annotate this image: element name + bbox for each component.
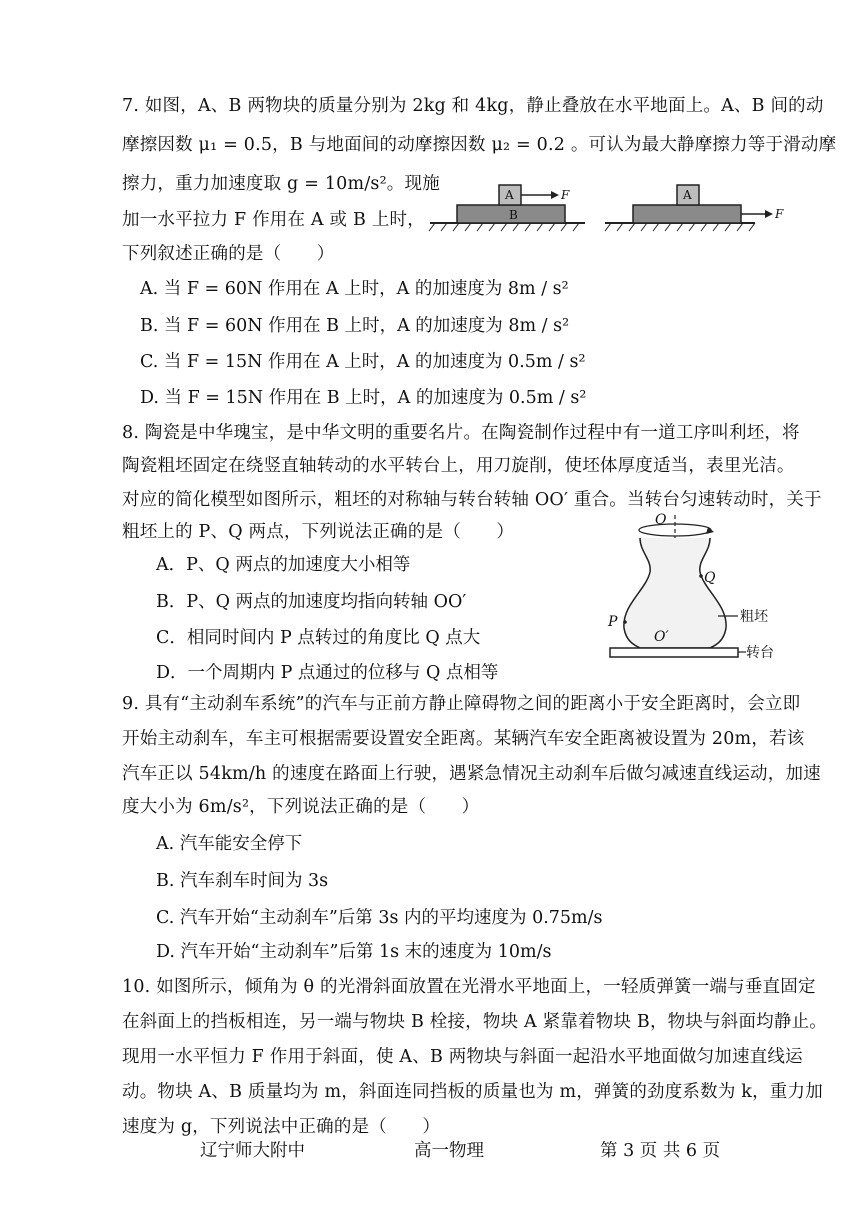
q7-line-4: 加一水平拉力 F 作用在 A 或 B 上时， <box>122 210 425 230</box>
q7-line-3: 擦力，重力加速度取 g = 10m/s²。现施 <box>122 174 440 194</box>
q8-label-q: Q <box>704 570 716 586</box>
footer-page-number: 第 3 页 共 6 页 <box>600 1141 721 1161</box>
q8-line-3: 对应的简化模型如图所示，粗坯的对称轴与转台转轴 OO′ 重合。当转台匀速转动时，关于 <box>122 490 822 510</box>
q9-option-b: B. 汽车刹车时间为 3s <box>156 871 329 891</box>
q7-label-a-right: A <box>683 188 692 202</box>
q8-line-4: 粗坯上的 P、Q 两点，下列说法正确的是（ ） <box>122 522 515 542</box>
q8-option-c: C．相同时间内 P 点转过的角度比 Q 点大 <box>156 628 481 648</box>
footer-school: 辽宁师大附中 <box>200 1141 305 1161</box>
q9-option-c: C. 汽车开始“主动刹车”后第 3s 内的平均速度为 0.75m/s <box>156 908 603 928</box>
q7-option-c: C. 当 F = 15N 作用在 A 上时，A 的加速度为 0.5m / s² <box>140 352 586 372</box>
q10-line-4: 动。物块 A、B 质量均为 m，斜面连同挡板的质量也为 m，弹簧的劲度系数为 k，重力加 <box>122 1082 823 1102</box>
q8-label-o-bottom: O′ <box>654 629 669 645</box>
q7-label-a-left: A <box>505 188 514 202</box>
q7-label-b-left: B <box>509 208 518 222</box>
q8-figure <box>600 510 800 665</box>
q8-label-turntable: 转台 <box>746 645 774 661</box>
q9-line-4: 度大小为 6m/s²，下列说法正确的是（ ） <box>122 797 480 817</box>
q8-line-2: 陶瓷粗坯固定在绕竖直轴转动的水平转台上，用刀旋削，使坯体厚度适当，表里光洁。 <box>122 456 795 476</box>
q10-line-3: 现用一水平恒力 F 作用于斜面，使 A、B 两物块与斜面一起沿水平地面做匀加速直线运 <box>122 1047 803 1067</box>
q7-option-a: A. 当 F = 60N 作用在 A 上时，A 的加速度为 8m / s² <box>140 279 569 299</box>
q8-option-b: B．P、Q 两点的加速度均指向转轴 OO′ <box>156 592 467 612</box>
q8-option-a: A．P、Q 两点的加速度大小相等 <box>156 555 411 575</box>
q10-line-1: 10. 如图所示，倾角为 θ 的光滑斜面放置在光滑水平地面上，一轻质弹簧一端与垂直固定 <box>122 977 816 997</box>
q7-label-f-left: F <box>561 188 570 202</box>
q8-option-d: D．一个周期内 P 点通过的位移与 Q 点相等 <box>156 663 499 683</box>
q7-figure-right <box>605 185 784 231</box>
q7-option-d: D. 当 F = 15N 作用在 B 上时，A 的加速度为 0.5m / s² <box>140 388 587 408</box>
q9-line-1: 9. 具有“主动刹车系统”的汽车与正前方静止障碍物之间的距离小于安全距离时，会立即 <box>122 694 801 714</box>
q7-line-2: 摩擦因数 μ₁ = 0.5，B 与地面间的动摩擦因数 μ₂ = 0.2 。可认为最大静摩擦力等于滑动摩 <box>122 135 837 155</box>
q7-label-f-right: F <box>775 207 784 221</box>
q9-option-a: A. 汽车能安全停下 <box>156 834 303 854</box>
q9-line-2: 开始主动刹车，车主可根据需要设置安全距离。某辆汽车安全距离被设置为 20m，若该 <box>122 729 805 749</box>
q10-line-5: 速度为 g，下列说法中正确的是（ ） <box>122 1117 441 1137</box>
q7-option-b: B. 当 F = 60N 作用在 B 上时，A 的加速度为 8m / s² <box>140 316 570 336</box>
q8-line-1: 8. 陶瓷是中华瑰宝，是中华文明的重要名片。在陶瓷制作过程中有一道工序叫利坯，将 <box>122 423 800 443</box>
q7-figure-left <box>429 185 585 231</box>
q8-label-p: P <box>608 614 618 630</box>
q9-option-d: D. 汽车开始“主动刹车”后第 1s 末的速度为 10m/s <box>156 942 552 962</box>
q9-line-3: 汽车正以 54km/h 的速度在路面上行驶，遇紧急情况主动刹车后做匀减速直线运动，加速 <box>122 764 821 784</box>
q10-line-2: 在斜面上的挡板相连，另一端与物块 B 栓接，物块 A 紧靠着物块 B，物块与斜面均静止。 <box>122 1012 827 1032</box>
q7-line-1: 7. 如图，A、B 两物块的质量分别为 2kg 和 4kg，静止叠放在水平地面上。A、B 间的动 <box>122 96 824 116</box>
q8-label-blank: 粗坯 <box>740 609 768 625</box>
q7-figure <box>425 175 805 235</box>
footer-subject: 高一物理 <box>414 1141 484 1161</box>
q7-line-5: 下列叙述正确的是（ ） <box>122 244 335 264</box>
q8-label-o-top: O <box>655 512 667 528</box>
